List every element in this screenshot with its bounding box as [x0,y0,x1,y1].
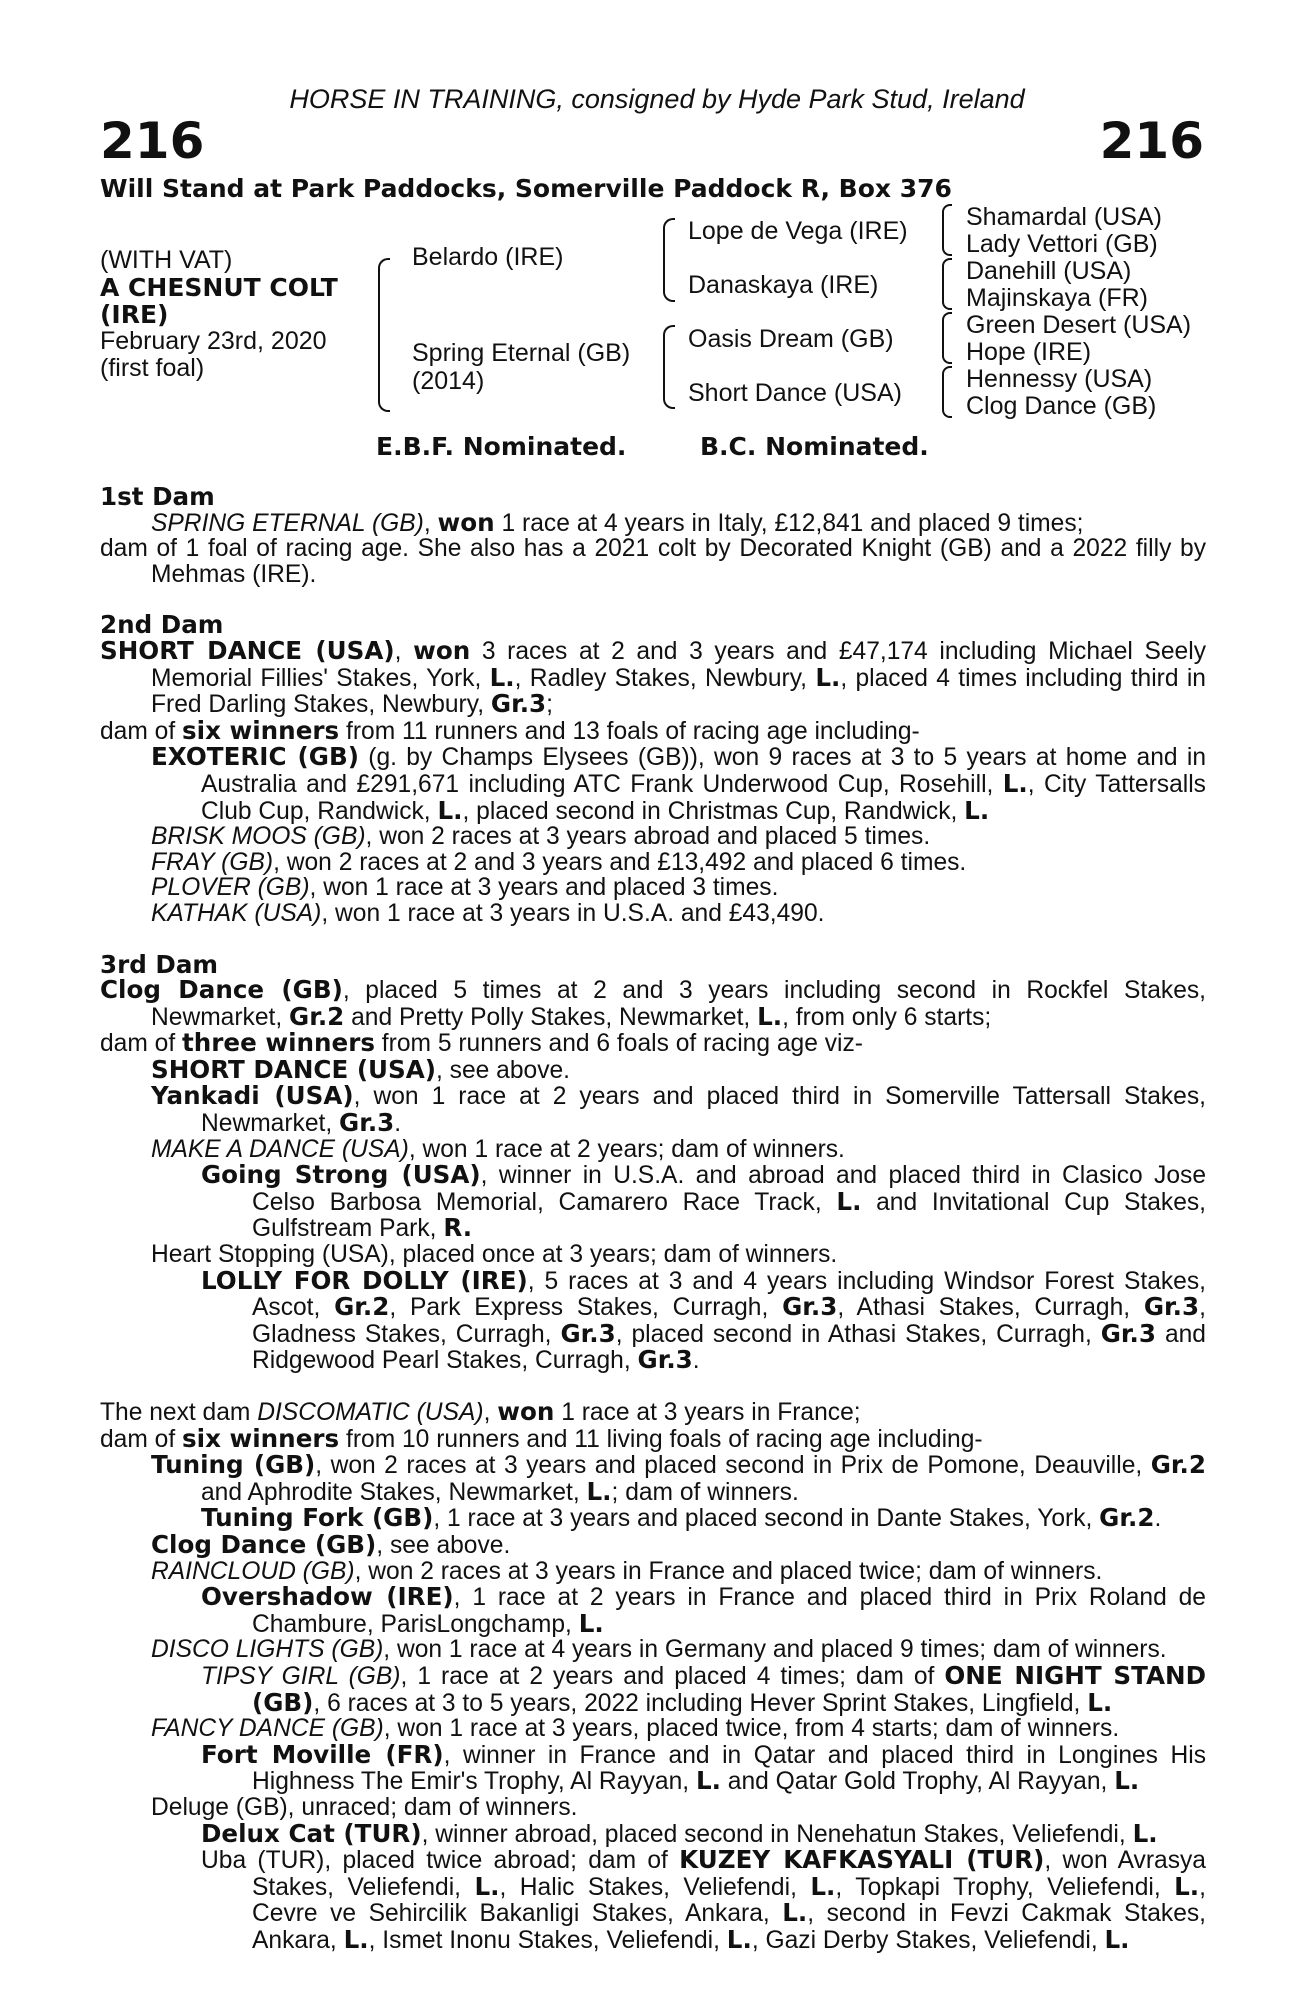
bold-text: LOLLY FOR DOLLY (IRE) [201,1265,528,1295]
text-run: , [483,1399,498,1426]
pedigree-brace-g34 [942,258,952,310]
horse-breeding-country: (IRE) [100,300,169,329]
bold-text: ONE NIGHT STAND (GB) [252,1660,1206,1717]
italic-text: DISCO LIGHTS (GB) [151,1636,384,1664]
dam-sire: Oasis Dream (GB) [688,325,894,353]
bold-text: Fort Moville (FR) [201,1739,444,1769]
bold-text: L. [1104,1924,1130,1954]
bold-text: SHORT DANCE (USA) [151,1054,437,1084]
pedigree-entry [100,875,1206,901]
pedigree-entry [100,1399,1206,1426]
vat-note: (WITH VAT) [100,246,233,274]
bold-text: Going Strong (USA) [201,1160,481,1190]
bold-text: Gr.2 [1099,1503,1155,1533]
bold-text: EXOTERIC (GB) [151,742,359,772]
text-run: ; dam of winners. [611,1478,799,1506]
bold-text: Delux Cat (TUR) [201,1818,422,1848]
bold-text: Overshadow (IRE) [201,1582,454,1612]
bold-text: Gr.2 [334,1292,390,1322]
bc-nomination: B.C. Nominated. [700,432,929,461]
bold-text: six winners [182,715,340,745]
text-run: , 5 races at 3 and 4 years including Windsor Forest Stakes, Ascot, [252,1267,1206,1322]
text-run: dam of [100,717,183,745]
bold-text: L. [1087,1687,1113,1717]
bold-text: L. [586,1476,612,1506]
dam-dam: Short Dance (USA) [688,379,902,407]
text-run: , 1 race at 2 years in France and placed third in Prix Roland de Chambure, ParisLongchamp, [252,1584,1206,1638]
italic-text: PLOVER (GB) [151,874,310,902]
text-run: (g. by Champs Elysees (GB)), won 9 races at 3 to 5 years at home and in Australia and £291,671 including ATC Frank Underwood Cup, Rosehill, [201,744,1206,798]
section-spacer [100,1374,1206,1399]
pedigree-entry [100,536,1206,587]
pedigree-entry [100,1054,1206,1084]
bold-text: won [437,507,495,537]
section-spacer [100,587,1206,612]
bold-text: L. [437,795,463,825]
text-run: , placed 4 times including third in Fred Darling Stakes, Newbury, [151,664,1206,719]
text-run: Deluge (GB), unraced; dam of winners. [151,1793,578,1821]
italic-text: RAINCLOUD (GB) [151,1557,355,1585]
grandparent-4: Majinskaya (FR) [966,284,1148,312]
stand-location: Will Stand at Park Paddocks, Somerville Paddock R, Box 376 [100,174,952,203]
bold-text: L. [815,662,841,692]
dam: Spring Eternal (GB) [412,339,631,367]
lot-number-left: 216 [100,112,205,170]
text-run: and Qatar Gold Trophy, Al Rayyan, [720,1768,1115,1796]
consignment-title: HORSE IN TRAINING, consigned by Hyde Park Stud, Ireland [289,84,1025,114]
text-run: and Aphrodite Stakes, Newmarket, [201,1478,587,1506]
pedigree-entry [100,824,1206,850]
pedigree-entry [100,1265,1206,1375]
text-run: , [423,509,438,537]
bold-text: L. [343,1924,369,1954]
italic-text: TIPSY GIRL (GB) [201,1662,401,1690]
pedigree-entry [100,1660,1206,1717]
sire-dam: Danaskaya (IRE) [688,271,879,299]
text-run: , won 2 races at 3 years and placed second in Prix de Pomone, Deauville, [315,1452,1151,1480]
text-run: The next dam [100,1399,258,1426]
text-run: Uba (TUR), placed twice abroad; dam of [201,1847,680,1875]
bold-text: Gr.2 [289,1001,345,1031]
text-run: from 5 runners and 6 foals of racing age viz- [374,1030,863,1058]
bold-text: Tuning Fork (GB) [201,1503,434,1533]
italic-text: FANCY DANCE (GB) [151,1715,384,1743]
text-run: dam of [100,1425,183,1453]
pedigree-entry [100,507,1206,537]
text-run: , placed 5 times at 2 and 3 years including second in Rockfel Stakes, Newmarket, [151,977,1206,1031]
bold-text: Gr.3 [1143,1292,1200,1322]
text-run: , Gladness Stakes, Curragh, [252,1294,1206,1348]
bold-text: L. [474,1871,500,1901]
bold-text: L. [1002,768,1028,798]
text-run: , won 1 race at 4 years in Germany and placed 9 times; dam of winners. [383,1636,1167,1664]
pedigree-brace-g56 [942,312,952,364]
grandparent-2: Lady Vettori (GB) [966,230,1158,258]
text-run: , [394,637,414,665]
text-run: , Cevre ve Sehircilik Bakanligi Stakes, Ankara, [252,1873,1206,1928]
pedigree-entry [100,1739,1206,1796]
pedigree-entry [100,635,1206,719]
text-run: from 11 runners and 13 foals of racing age including- [339,717,920,745]
foal-note: (first foal) [100,354,205,382]
pedigree-entry [100,850,1206,876]
text-run: and Invitational Cup Stakes, Gulfstream Park, [252,1188,1206,1243]
text-run: , won 2 races at 3 years abroad and placed 5 times. [365,823,931,851]
text-run: dam of [100,1030,183,1058]
bold-text: L. [726,1924,752,1954]
text-run: , Athasi Stakes, Curragh, [837,1294,1144,1322]
text-run: , Topkapi Trophy, Veliefendi, [835,1873,1175,1901]
text-run: , Gazi Derby Stakes, Veliefendi, [751,1926,1105,1954]
bold-text: L. [757,1001,783,1031]
sire-sire: Lope de Vega (IRE) [688,217,908,245]
sire: Belardo (IRE) [412,243,564,271]
pedigree-brace-sire [663,218,675,302]
section-heading: 3rd Dam [100,949,219,979]
italic-text: KATHAK (USA) [151,899,322,927]
bold-text: won [497,1397,555,1426]
text-run: , see above. [376,1531,511,1559]
text-run: , won 2 races at 2 and 3 years and £13,492 and placed 6 times. [273,848,967,876]
text-run: , won 1 race at 3 years in U.S.A. and £43,490. [321,899,825,927]
text-run: , winner abroad, placed second in Nenehatun Stakes, Veliefendi, [421,1820,1133,1848]
pedigree-entry [100,744,1206,824]
bold-text: L. [782,1898,808,1928]
bold-text: Clog Dance (GB) [100,975,343,1005]
bold-text: L. [695,1766,721,1796]
pedigree-entry [100,1716,1206,1742]
bold-text: SHORT DANCE (USA) [100,635,395,665]
text-run: and Ridgewood Pearl Stakes, Curragh, [252,1320,1206,1375]
horse-description: A CHESNUT COLT [100,273,338,302]
pedigree-entry [100,1847,1206,1953]
text-run: , 1 race at 3 years and placed second in Dante Stakes, York, [433,1505,1100,1533]
text-run: , won 1 race at 2 years; dam of winners. [408,1135,845,1163]
dam-year: (2014) [412,367,485,395]
bold-text: Gr.3 [490,689,547,719]
text-run: and Pretty Polly Stakes, Newmarket, [344,1003,758,1031]
pedigree-entry [100,1423,1206,1453]
bold-text: L. [1174,1871,1200,1901]
bold-text: R. [443,1213,473,1243]
bold-text: L. [489,662,515,692]
bold-text: Tuning (GB) [151,1450,316,1480]
text-run: , 6 races at 3 to 5 years, 2022 including Hever Sprint Stakes, Lingfield, [313,1689,1088,1717]
bold-text: L. [964,795,990,825]
foaling-date: February 23rd, 2020 [100,327,327,355]
text-run: , Halic Stakes, Veliefendi, [499,1873,811,1901]
text-run: , see above. [436,1056,571,1084]
pedigree-entry [100,1505,1206,1532]
pedigree-entry [100,1083,1206,1136]
section-spacer [100,927,1206,952]
catalogue-body [100,484,1206,1953]
text-run: , Radley Stakes, Newbury, [514,664,816,692]
text-run: , won 1 race at 3 years, placed twice, from 4 starts; dam of winners. [383,1715,1120,1743]
bold-text: won [413,635,471,665]
text-run: , Park Express Stakes, Curragh, [389,1294,783,1322]
text-run: dam of 1 foal of racing age. She also has a 2021 colt by Decorated Knight (GB) and a 2022 filly by Mehmas (IRE). [100,535,1206,588]
grandparent-8: Clog Dance (GB) [966,392,1157,420]
pedigree-entry [100,1637,1206,1663]
bold-text: Yankadi (USA) [151,1081,354,1111]
text-run: . [1154,1505,1162,1533]
pedigree-entry [100,1162,1206,1242]
text-run: , placed second in Christmas Cup, Randwick, [462,797,965,825]
pedigree-entry [100,1242,1206,1268]
text-run: , from only 6 starts; [782,1003,992,1031]
text-run: ; [546,691,553,719]
italic-text: DISCOMATIC (USA) [257,1399,484,1426]
text-run: 1 race at 3 years in France; [554,1399,861,1426]
section-heading: 2nd Dam [100,610,224,640]
text-run: , won 1 race at 2 years and placed third in Somerville Tattersall Stakes, Newmarket, [201,1083,1206,1138]
bold-text: Gr.2 [1150,1450,1206,1480]
bold-text: L. [810,1871,836,1901]
italic-text: FRAY (GB) [151,848,274,876]
text-run: 1 race at 4 years in Italy, £12,841 and placed 9 times; [494,509,1084,537]
text-run: , winner in France and in Qatar and placed third in Longines His Highness The Emir's Trophy, Al Rayyan, [252,1741,1206,1796]
text-run: , Ismet Inonu Stakes, Veliefendi, [368,1926,727,1954]
text-run: , City Tattersalls Club Cup, Randwick, [201,770,1206,825]
bold-text: six winners [182,1423,340,1453]
grandparent-6: Hope (IRE) [966,338,1092,366]
grandparent-5: Green Desert (USA) [966,311,1192,339]
text-run: , second in Fevzi Cakmak Stakes, Ankara, [252,1900,1206,1954]
bold-text: L. [836,1186,862,1216]
pedigree-entry [100,901,1206,927]
grandparent-1: Shamardal (USA) [966,203,1162,231]
italic-text: SPRING ETERNAL (GB) [151,509,424,537]
pedigree-entry [100,1137,1206,1163]
pedigree-entry [100,1795,1206,1821]
text-run: , won 1 race at 3 years and placed 3 times. [309,874,779,902]
section-heading: 1st Dam [100,482,215,511]
text-run: 3 races at 2 and 3 years and £47,174 including Michael Seely Memorial Fillies' Stakes, York, [151,637,1206,692]
pedigree-brace-g12 [942,204,952,256]
text-run: , placed second in Athasi Stakes, Curragh, [615,1320,1101,1348]
pedigree-entry [100,1818,1206,1848]
bold-text: Gr.3 [1100,1318,1157,1348]
grandparent-7: Hennessy (USA) [966,365,1153,393]
pedigree-entry [100,1452,1206,1505]
italic-text: BRISK MOOS (GB) [151,823,366,851]
pedigree-entry [100,1030,1206,1057]
text-run: , won Avrasya Stakes, Veliefendi, [252,1847,1206,1901]
text-run: , won 2 races at 3 years in France and placed twice; dam of winners. [354,1557,1103,1585]
ebf-nomination: E.B.F. Nominated. [376,432,627,461]
text-run: , winner in U.S.A. and abroad and placed third in Clasico Jose Celso Barbosa Memorial, Camarero Race Track, [252,1162,1207,1216]
lot-number-right: 216 [1099,112,1204,170]
pedigree-entry [100,1559,1206,1585]
bold-text: L. [1114,1766,1140,1796]
bold-text: Gr.3 [339,1108,395,1138]
text-run: . [692,1347,700,1375]
pedigree-entry [100,1529,1206,1559]
bold-text: L. [1132,1818,1158,1848]
bold-text: three winners [182,1028,375,1058]
italic-text: MAKE A DANCE (USA) [151,1135,409,1163]
bold-text: L. [578,1608,604,1638]
bold-text: Clog Dance (GB) [151,1529,377,1559]
grandparent-3: Danehill (USA) [966,257,1132,285]
bold-text: Gr.3 [637,1345,693,1375]
bold-text: Gr.3 [560,1318,616,1348]
text-run: from 10 runners and 11 living foals of racing age including- [339,1425,983,1453]
text-run: , 1 race at 2 years and placed 4 times; dam of [400,1662,945,1690]
pedigree-entry [100,1584,1206,1637]
pedigree-brace-g78 [942,366,952,418]
pedigree-brace-main [378,258,390,412]
text-run: Heart Stopping (USA), placed once at 3 years; dam of winners. [151,1241,838,1269]
pedigree-entry [100,977,1206,1030]
text-run: . [394,1110,402,1138]
pedigree-entry [100,715,1206,745]
bold-text: Gr.3 [782,1292,838,1322]
pedigree-brace-dam [663,325,675,409]
bold-text: KUZEY KAFKASYALI (TUR) [679,1845,1045,1875]
